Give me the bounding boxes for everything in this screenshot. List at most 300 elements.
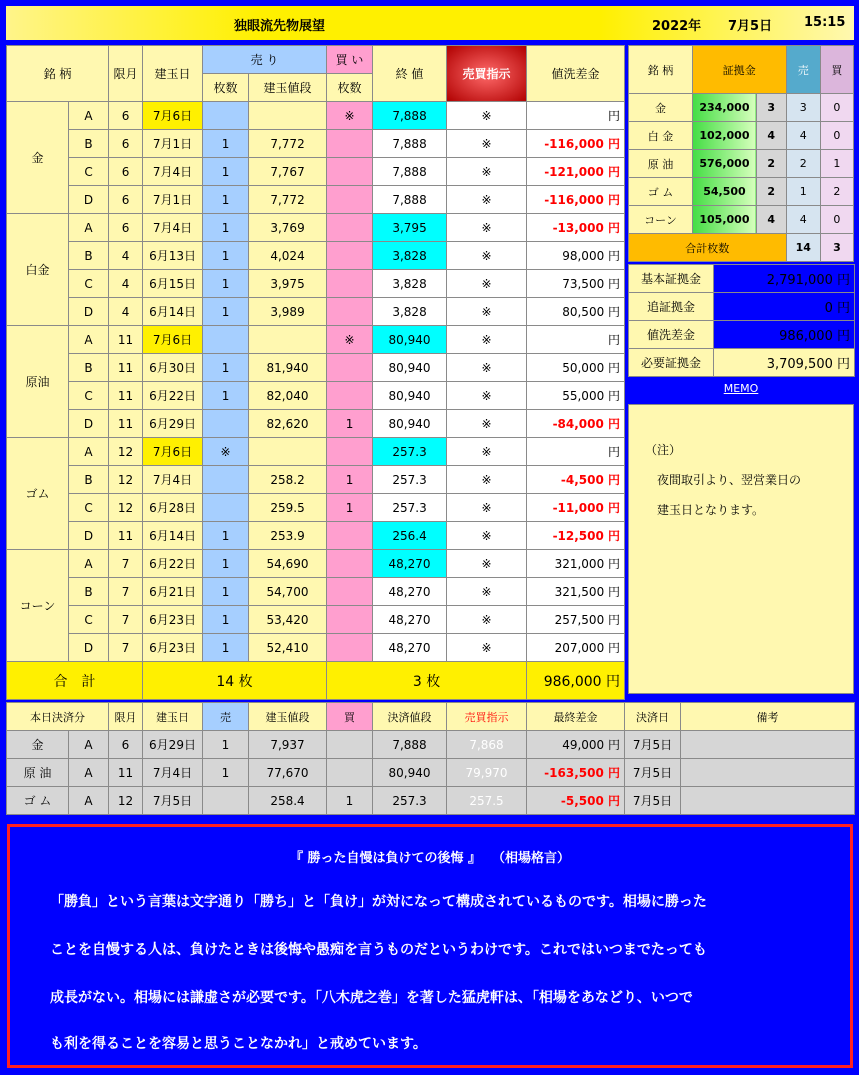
mark-to-market-diff: 98,000 円 xyxy=(527,242,625,270)
buy-qty xyxy=(327,270,373,298)
quote-line: ことを自慢する人は、負けたときは後悔や愚痴を言うものだというわけです。これではいつまでたっても xyxy=(50,942,707,958)
mark-to-market-diff: 207,000 円 xyxy=(527,634,625,662)
margin-brand-header: 銘 柄 xyxy=(629,46,693,94)
table-row xyxy=(7,438,625,466)
memo-line: 夜間取引より、翌営業日の xyxy=(645,473,802,487)
total-buy: 3 枚 xyxy=(327,662,527,700)
summary-value: 986,000 円 xyxy=(714,321,855,349)
settle-open-date-header: 建玉日 xyxy=(143,703,203,731)
close-price: 80,940 xyxy=(373,354,447,382)
close-price: 80,940 xyxy=(373,326,447,354)
margin-units: 3 xyxy=(756,94,786,122)
table-row xyxy=(7,578,625,606)
margin-amount: 102,000 xyxy=(692,122,756,150)
col-diff-header: 値洗差金 xyxy=(527,46,625,102)
settlement-table xyxy=(6,702,855,815)
sell-qty: 1 xyxy=(203,270,249,298)
buy-qty: 1 xyxy=(327,410,373,438)
table-row xyxy=(7,759,855,787)
settle-code: A xyxy=(69,759,109,787)
total-diff: 986,000 円 xyxy=(527,662,625,700)
margin-sell: 4 xyxy=(786,122,820,150)
margin-amount: 576,000 xyxy=(692,150,756,178)
settle-date: 7月5日 xyxy=(625,759,681,787)
summary-value: 3,709,500 円 xyxy=(714,349,855,377)
contract-month: 4 xyxy=(109,270,143,298)
open-price: 82,620 xyxy=(249,410,327,438)
buy-qty xyxy=(327,382,373,410)
mark-to-market-diff: 円 xyxy=(527,326,625,354)
margin-sell: 4 xyxy=(786,206,820,234)
mark-to-market-diff: -13,000 円 xyxy=(527,214,625,242)
settle-open-date: 7月5日 xyxy=(143,787,203,815)
contract-month: 12 xyxy=(109,438,143,466)
contract-month: 6 xyxy=(109,186,143,214)
trade-instruction: ※ xyxy=(447,158,527,186)
open-price xyxy=(249,326,327,354)
buy-qty xyxy=(327,634,373,662)
margin-units: 4 xyxy=(756,122,786,150)
settle-price-header: 決済値段 xyxy=(373,703,447,731)
open-price: 4,024 xyxy=(249,242,327,270)
open-date: 6月13日 xyxy=(143,242,203,270)
trade-instruction: ※ xyxy=(447,550,527,578)
open-date: 7月6日 xyxy=(143,326,203,354)
mark-to-market-diff: -84,000 円 xyxy=(527,410,625,438)
contract-month: 4 xyxy=(109,298,143,326)
open-price: 259.5 xyxy=(249,494,327,522)
settle-open-price: 7,937 xyxy=(249,731,327,759)
mark-to-market-diff: -4,500 円 xyxy=(527,466,625,494)
contract-month: 6 xyxy=(109,214,143,242)
summary-label: 基本証拠金 xyxy=(629,265,714,293)
open-price: 81,940 xyxy=(249,354,327,382)
open-price: 54,690 xyxy=(249,550,327,578)
contract-code: C xyxy=(69,494,109,522)
contract-month: 12 xyxy=(109,466,143,494)
margin-commodity: ゴ ム xyxy=(629,178,693,206)
commodity-name: 金 xyxy=(7,102,69,214)
header-time: 15:15 xyxy=(804,15,846,30)
mark-to-market-diff: -116,000 円 xyxy=(527,186,625,214)
buy-qty xyxy=(327,242,373,270)
settle-instruction: 257.5 xyxy=(447,787,527,815)
contract-month: 11 xyxy=(109,522,143,550)
col-month-header: 限月 xyxy=(109,46,143,102)
table-row xyxy=(7,214,625,242)
contract-month: 11 xyxy=(109,382,143,410)
trade-instruction: ※ xyxy=(447,298,527,326)
sell-qty: ※ xyxy=(203,438,249,466)
table-row xyxy=(7,410,625,438)
open-price: 3,989 xyxy=(249,298,327,326)
settle-note xyxy=(681,787,855,815)
open-date: 7月6日 xyxy=(143,438,203,466)
settle-sell: 1 xyxy=(203,759,249,787)
margin-buy-header: 買 xyxy=(820,46,853,94)
margin-units: 4 xyxy=(756,206,786,234)
mark-to-market-diff: -12,500 円 xyxy=(527,522,625,550)
total-count-sell: 14 xyxy=(786,234,820,262)
contract-month: 7 xyxy=(109,578,143,606)
buy-qty xyxy=(327,606,373,634)
settle-buy: 1 xyxy=(327,787,373,815)
memo-bar xyxy=(628,378,854,400)
open-date: 6月22日 xyxy=(143,382,203,410)
trade-instruction: ※ xyxy=(447,102,527,130)
settle-open-date: 7月4日 xyxy=(143,759,203,787)
contract-month: 6 xyxy=(109,130,143,158)
mark-to-market-diff: 321,000 円 xyxy=(527,550,625,578)
contract-code: B xyxy=(69,466,109,494)
settle-price: 257.3 xyxy=(373,787,447,815)
table-row xyxy=(7,242,625,270)
open-price: 54,700 xyxy=(249,578,327,606)
settle-buy-header: 買 xyxy=(327,703,373,731)
settle-open-price: 258.4 xyxy=(249,787,327,815)
page-title: 独眼流先物展望 xyxy=(234,19,326,34)
sell-qty: 1 xyxy=(203,214,249,242)
table-row xyxy=(629,94,854,122)
buy-qty xyxy=(327,214,373,242)
contract-code: C xyxy=(69,382,109,410)
buy-qty: 1 xyxy=(327,494,373,522)
contract-code: D xyxy=(69,634,109,662)
buy-qty xyxy=(327,578,373,606)
open-date: 6月28日 xyxy=(143,494,203,522)
settle-month: 11 xyxy=(109,759,143,787)
settle-code: A xyxy=(69,787,109,815)
settle-note xyxy=(681,759,855,787)
trade-instruction: ※ xyxy=(447,186,527,214)
total-sell: 14 枚 xyxy=(143,662,327,700)
sell-qty: 1 xyxy=(203,158,249,186)
settle-price: 7,888 xyxy=(373,731,447,759)
col-open-date-header: 建玉日 xyxy=(143,46,203,102)
open-date: 7月1日 xyxy=(143,130,203,158)
table-row xyxy=(7,634,625,662)
margin-buy: 0 xyxy=(820,206,853,234)
contract-month: 6 xyxy=(109,158,143,186)
open-price: 53,420 xyxy=(249,606,327,634)
trade-instruction: ※ xyxy=(447,130,527,158)
open-price: 7,767 xyxy=(249,158,327,186)
contract-month: 4 xyxy=(109,242,143,270)
settle-instruction: 7,868 xyxy=(447,731,527,759)
settle-date-header: 決済日 xyxy=(625,703,681,731)
sell-qty xyxy=(203,466,249,494)
quote-line: も利を得ることを容易と思うことなかれ」と戒めています。 xyxy=(50,1036,427,1052)
trade-instruction: ※ xyxy=(447,522,527,550)
table-row xyxy=(7,550,625,578)
margin-units: 2 xyxy=(756,178,786,206)
buy-qty: ※ xyxy=(327,326,373,354)
settle-title-header: 本日決済分 xyxy=(7,703,109,731)
sell-qty: 1 xyxy=(203,354,249,382)
table-row xyxy=(7,466,625,494)
buy-qty xyxy=(327,298,373,326)
settle-final-diff: 49,000 円 xyxy=(527,731,625,759)
memo-link[interactable]: MEMO xyxy=(723,382,759,395)
sell-qty: 1 xyxy=(203,634,249,662)
contract-code: A xyxy=(69,438,109,466)
sell-qty: 1 xyxy=(203,186,249,214)
mark-to-market-diff: 50,000 円 xyxy=(527,354,625,382)
open-date: 6月30日 xyxy=(143,354,203,382)
settle-note xyxy=(681,731,855,759)
close-price: 257.3 xyxy=(373,438,447,466)
margin-commodity: 金 xyxy=(629,94,693,122)
open-price: 82,040 xyxy=(249,382,327,410)
contract-month: 11 xyxy=(109,410,143,438)
close-price: 7,888 xyxy=(373,158,447,186)
settle-buy xyxy=(327,731,373,759)
margin-units: 2 xyxy=(756,150,786,178)
close-price: 257.3 xyxy=(373,494,447,522)
close-price: 80,940 xyxy=(373,382,447,410)
close-price: 256.4 xyxy=(373,522,447,550)
memo-panel xyxy=(628,404,854,694)
close-price: 48,270 xyxy=(373,578,447,606)
open-price: 3,975 xyxy=(249,270,327,298)
table-row xyxy=(7,270,625,298)
settle-final-header: 最終差金 xyxy=(527,703,625,731)
buy-qty xyxy=(327,438,373,466)
close-price: 7,888 xyxy=(373,130,447,158)
buy-qty: 1 xyxy=(327,466,373,494)
col-brand-header: 銘 柄 xyxy=(7,46,109,102)
sell-qty xyxy=(203,326,249,354)
margin-buy: 0 xyxy=(820,122,853,150)
contract-month: 7 xyxy=(109,606,143,634)
contract-month: 7 xyxy=(109,634,143,662)
col-buy-header: 買 い xyxy=(327,46,373,74)
trade-instruction: ※ xyxy=(447,494,527,522)
close-price: 3,828 xyxy=(373,298,447,326)
margin-sell: 3 xyxy=(786,94,820,122)
open-price xyxy=(249,102,327,130)
trade-instruction: ※ xyxy=(447,242,527,270)
commodity-name: ゴム xyxy=(7,438,69,550)
settle-month-header: 限月 xyxy=(109,703,143,731)
memo-line: （注） xyxy=(645,443,682,457)
positions-table xyxy=(6,45,625,700)
sell-qty: 1 xyxy=(203,298,249,326)
close-price: 3,795 xyxy=(373,214,447,242)
open-date: 6月14日 xyxy=(143,298,203,326)
margin-amount: 234,000 xyxy=(692,94,756,122)
contract-code: C xyxy=(69,606,109,634)
mark-to-market-diff: -116,000 円 xyxy=(527,130,625,158)
settle-commodity: 原 油 xyxy=(7,759,69,787)
mark-to-market-diff: -11,000 円 xyxy=(527,494,625,522)
mark-to-market-diff: 321,500 円 xyxy=(527,578,625,606)
open-date: 6月22日 xyxy=(143,550,203,578)
table-row xyxy=(629,206,854,234)
sell-qty: 1 xyxy=(203,130,249,158)
margin-buy: 1 xyxy=(820,150,853,178)
sell-qty: 1 xyxy=(203,242,249,270)
trade-instruction: ※ xyxy=(447,326,527,354)
mark-to-market-diff: -121,000 円 xyxy=(527,158,625,186)
settle-commodity: 金 xyxy=(7,731,69,759)
settle-code: A xyxy=(69,731,109,759)
mark-to-market-diff: 55,000 円 xyxy=(527,382,625,410)
settle-instruction: 79,970 xyxy=(447,759,527,787)
trade-instruction: ※ xyxy=(447,634,527,662)
table-row xyxy=(7,731,855,759)
settle-final-diff: -163,500 円 xyxy=(527,759,625,787)
margin-commodity: 白 金 xyxy=(629,122,693,150)
table-row xyxy=(7,186,625,214)
open-price xyxy=(249,438,327,466)
table-row xyxy=(7,298,625,326)
table-row xyxy=(7,522,625,550)
settle-final-diff: -5,500 円 xyxy=(527,787,625,815)
total-count-buy: 3 xyxy=(820,234,853,262)
quote-line: 「勝負」という言葉は文字通り「勝ち」と「負け」が対になって構成されているものです。相場に勝った xyxy=(50,894,707,910)
open-price: 7,772 xyxy=(249,186,327,214)
buy-qty xyxy=(327,130,373,158)
header-date: 7月5日 xyxy=(728,19,773,34)
open-price: 258.2 xyxy=(249,466,327,494)
quote-line: 成長がない。相場には謙虚さが必要です。「八木虎之巻」を著した猛虎軒は、「相場をあなどり、いつで xyxy=(50,990,693,1006)
trade-instruction: ※ xyxy=(447,214,527,242)
margin-header: 証拠金 xyxy=(692,46,786,94)
settle-date: 7月5日 xyxy=(625,731,681,759)
open-date: 6月23日 xyxy=(143,606,203,634)
contract-code: B xyxy=(69,130,109,158)
open-date: 7月6日 xyxy=(143,102,203,130)
close-price: 80,940 xyxy=(373,410,447,438)
table-row xyxy=(7,158,625,186)
trade-instruction: ※ xyxy=(447,410,527,438)
total-row xyxy=(7,662,625,700)
summary-value: 2,791,000 円 xyxy=(714,265,855,293)
table-row xyxy=(7,494,625,522)
buy-qty xyxy=(327,186,373,214)
col-buy-qty-header: 枚数 xyxy=(327,74,373,102)
open-price: 3,769 xyxy=(249,214,327,242)
contract-code: A xyxy=(69,102,109,130)
table-row xyxy=(7,102,625,130)
settle-date: 7月5日 xyxy=(625,787,681,815)
total-count-label: 合計枚数 xyxy=(629,234,787,262)
contract-code: D xyxy=(69,186,109,214)
margin-sell: 2 xyxy=(786,150,820,178)
close-price: 48,270 xyxy=(373,634,447,662)
commodity-name: 白金 xyxy=(7,214,69,326)
contract-code: B xyxy=(69,354,109,382)
table-row xyxy=(7,382,625,410)
contract-code: A xyxy=(69,326,109,354)
table-row xyxy=(7,354,625,382)
trade-instruction: ※ xyxy=(447,466,527,494)
table-row xyxy=(7,606,625,634)
settle-month: 12 xyxy=(109,787,143,815)
contract-code: D xyxy=(69,410,109,438)
buy-qty xyxy=(327,550,373,578)
table-row xyxy=(629,150,854,178)
close-price: 257.3 xyxy=(373,466,447,494)
summary-label: 値洗差金 xyxy=(629,321,714,349)
margin-buy: 0 xyxy=(820,94,853,122)
close-price: 7,888 xyxy=(373,102,447,130)
table-row xyxy=(629,178,854,206)
trade-instruction: ※ xyxy=(447,606,527,634)
margin-sell-header: 売 xyxy=(786,46,820,94)
buy-qty: ※ xyxy=(327,102,373,130)
summary-value: 0 円 xyxy=(714,293,855,321)
open-date: 7月4日 xyxy=(143,158,203,186)
trade-instruction: ※ xyxy=(447,438,527,466)
open-date: 7月4日 xyxy=(143,466,203,494)
open-price: 7,772 xyxy=(249,130,327,158)
contract-code: B xyxy=(69,578,109,606)
open-date: 7月1日 xyxy=(143,186,203,214)
settle-price: 80,940 xyxy=(373,759,447,787)
memo-line: 建玉日となります。 xyxy=(645,503,765,517)
sell-qty: 1 xyxy=(203,578,249,606)
sell-qty: 1 xyxy=(203,382,249,410)
contract-month: 12 xyxy=(109,494,143,522)
margin-commodity: コーン xyxy=(629,206,693,234)
quote-box xyxy=(7,824,853,1068)
contract-code: B xyxy=(69,242,109,270)
open-price: 52,410 xyxy=(249,634,327,662)
open-date: 6月14日 xyxy=(143,522,203,550)
trade-instruction: ※ xyxy=(447,578,527,606)
summary-label: 必要証拠金 xyxy=(629,349,714,377)
open-date: 6月21日 xyxy=(143,578,203,606)
contract-code: A xyxy=(69,214,109,242)
settle-open-price-header: 建玉値段 xyxy=(249,703,327,731)
table-row xyxy=(7,787,855,815)
close-price: 3,828 xyxy=(373,270,447,298)
mark-to-market-diff: 257,500 円 xyxy=(527,606,625,634)
close-price: 7,888 xyxy=(373,186,447,214)
contract-month: 6 xyxy=(109,102,143,130)
table-row xyxy=(629,122,854,150)
mark-to-market-diff: 円 xyxy=(527,102,625,130)
trade-instruction-button[interactable]: 売買指示 xyxy=(447,46,527,102)
header-year: 2022年 xyxy=(652,19,702,34)
open-date: 7月4日 xyxy=(143,214,203,242)
table-row xyxy=(7,130,625,158)
sell-qty xyxy=(203,102,249,130)
margin-table xyxy=(628,45,854,262)
margin-commodity: 原 油 xyxy=(629,150,693,178)
mark-to-market-diff: 80,500 円 xyxy=(527,298,625,326)
table-row xyxy=(7,326,625,354)
trade-instruction: ※ xyxy=(447,354,527,382)
margin-sell: 1 xyxy=(786,178,820,206)
margin-buy: 2 xyxy=(820,178,853,206)
trade-instruction: ※ xyxy=(447,270,527,298)
settle-month: 6 xyxy=(109,731,143,759)
mark-to-market-diff: 円 xyxy=(527,438,625,466)
close-price: 3,828 xyxy=(373,242,447,270)
settle-note-header: 備考 xyxy=(681,703,855,731)
open-date: 6月15日 xyxy=(143,270,203,298)
contract-code: D xyxy=(69,298,109,326)
col-sell-qty-header: 枚数 xyxy=(203,74,249,102)
title-bar xyxy=(6,6,854,40)
open-date: 6月23日 xyxy=(143,634,203,662)
contract-code: A xyxy=(69,550,109,578)
sell-qty: 1 xyxy=(203,606,249,634)
margin-amount: 54,500 xyxy=(692,178,756,206)
